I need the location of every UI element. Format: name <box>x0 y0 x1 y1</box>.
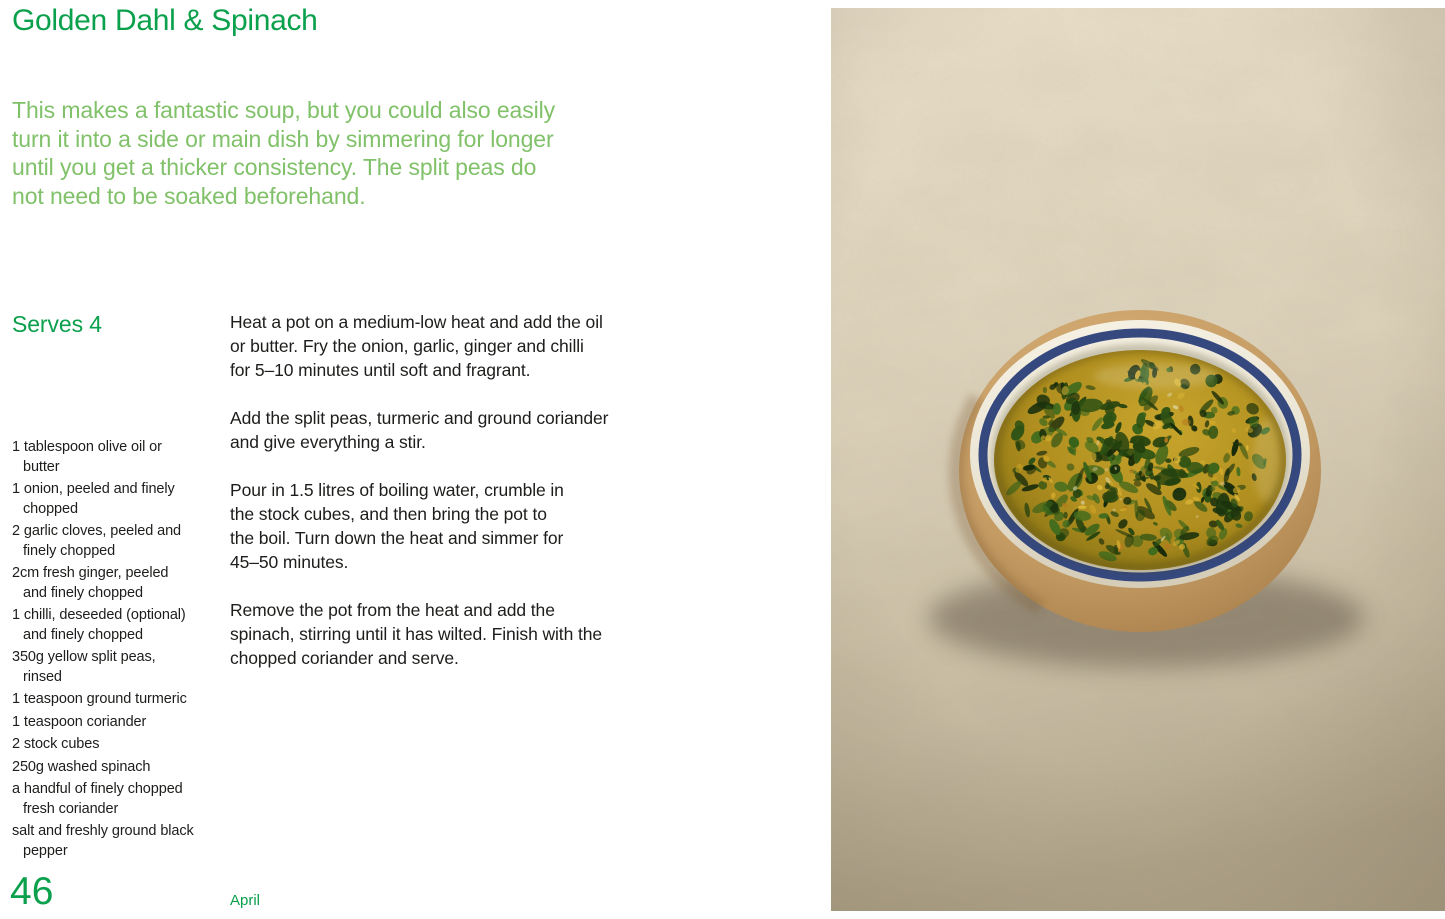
soup-highlight <box>1094 363 1218 389</box>
ingredient-item: 1 chilli, deseeded (optional) and finely chopped <box>12 607 186 643</box>
ingredient-item: 1 onion, peeled and finely chopped <box>12 481 175 517</box>
method-paragraph: Pour in 1.5 litres of boiling water, crumble in the stock cubes, and then bring the pot to the boil. Turn down the heat and simmer for 45–50 minutes. <box>230 480 564 572</box>
ingredient-item: 1 teaspoon coriander <box>12 713 147 730</box>
ingredient-item: 2cm fresh ginger, peeled and finely chopped <box>12 565 169 601</box>
ingredient-item: 1 teaspoon ground turmeric <box>12 691 187 707</box>
dahl-soup-photo <box>831 8 1445 911</box>
method-paragraph: Remove the pot from the heat and add the spinach, stirring until it has wilted. Finish with the chopped coriander and serve. <box>230 600 602 668</box>
month-label: April <box>230 892 261 909</box>
method-paragraph: Heat a pot on a medium-low heat and add the oil or butter. Fry the onion, garlic, ginger and chilli for 5–10 minutes until soft and fragrant. <box>230 312 603 380</box>
ingredient-item: 1 tablespoon olive oil or butter <box>12 439 162 475</box>
recipe-intro: This makes a fantastic soup, but you could also easily turn it into a side or main dish by simmering for longer until you get a thicker consistency. The split peas do not need to be soaked beforehand. <box>12 97 556 210</box>
ingredient-item: 250g washed spinach <box>12 758 151 775</box>
ingredient-item: salt and freshly ground black pepper <box>12 823 194 859</box>
method-paragraph: Add the split peas, turmeric and ground coriander and give everything a stir. <box>230 408 609 452</box>
ingredient-item: a handful of finely chopped fresh coriander <box>12 781 183 817</box>
ingredient-item: 2 stock cubes <box>12 736 100 752</box>
serves-label: Serves 4 <box>12 311 102 337</box>
ingredients-list <box>12 438 222 864</box>
page-number: 46 <box>10 870 54 913</box>
recipe-title: Golden Dahl & Spinach <box>12 4 318 37</box>
ingredient-item: 350g yellow split peas, rinsed <box>12 649 156 685</box>
method-steps <box>230 310 650 694</box>
ingredient-item: 2 garlic cloves, peeled and finely chopped <box>12 523 181 559</box>
dahl-soup-photo-art <box>831 8 1445 911</box>
